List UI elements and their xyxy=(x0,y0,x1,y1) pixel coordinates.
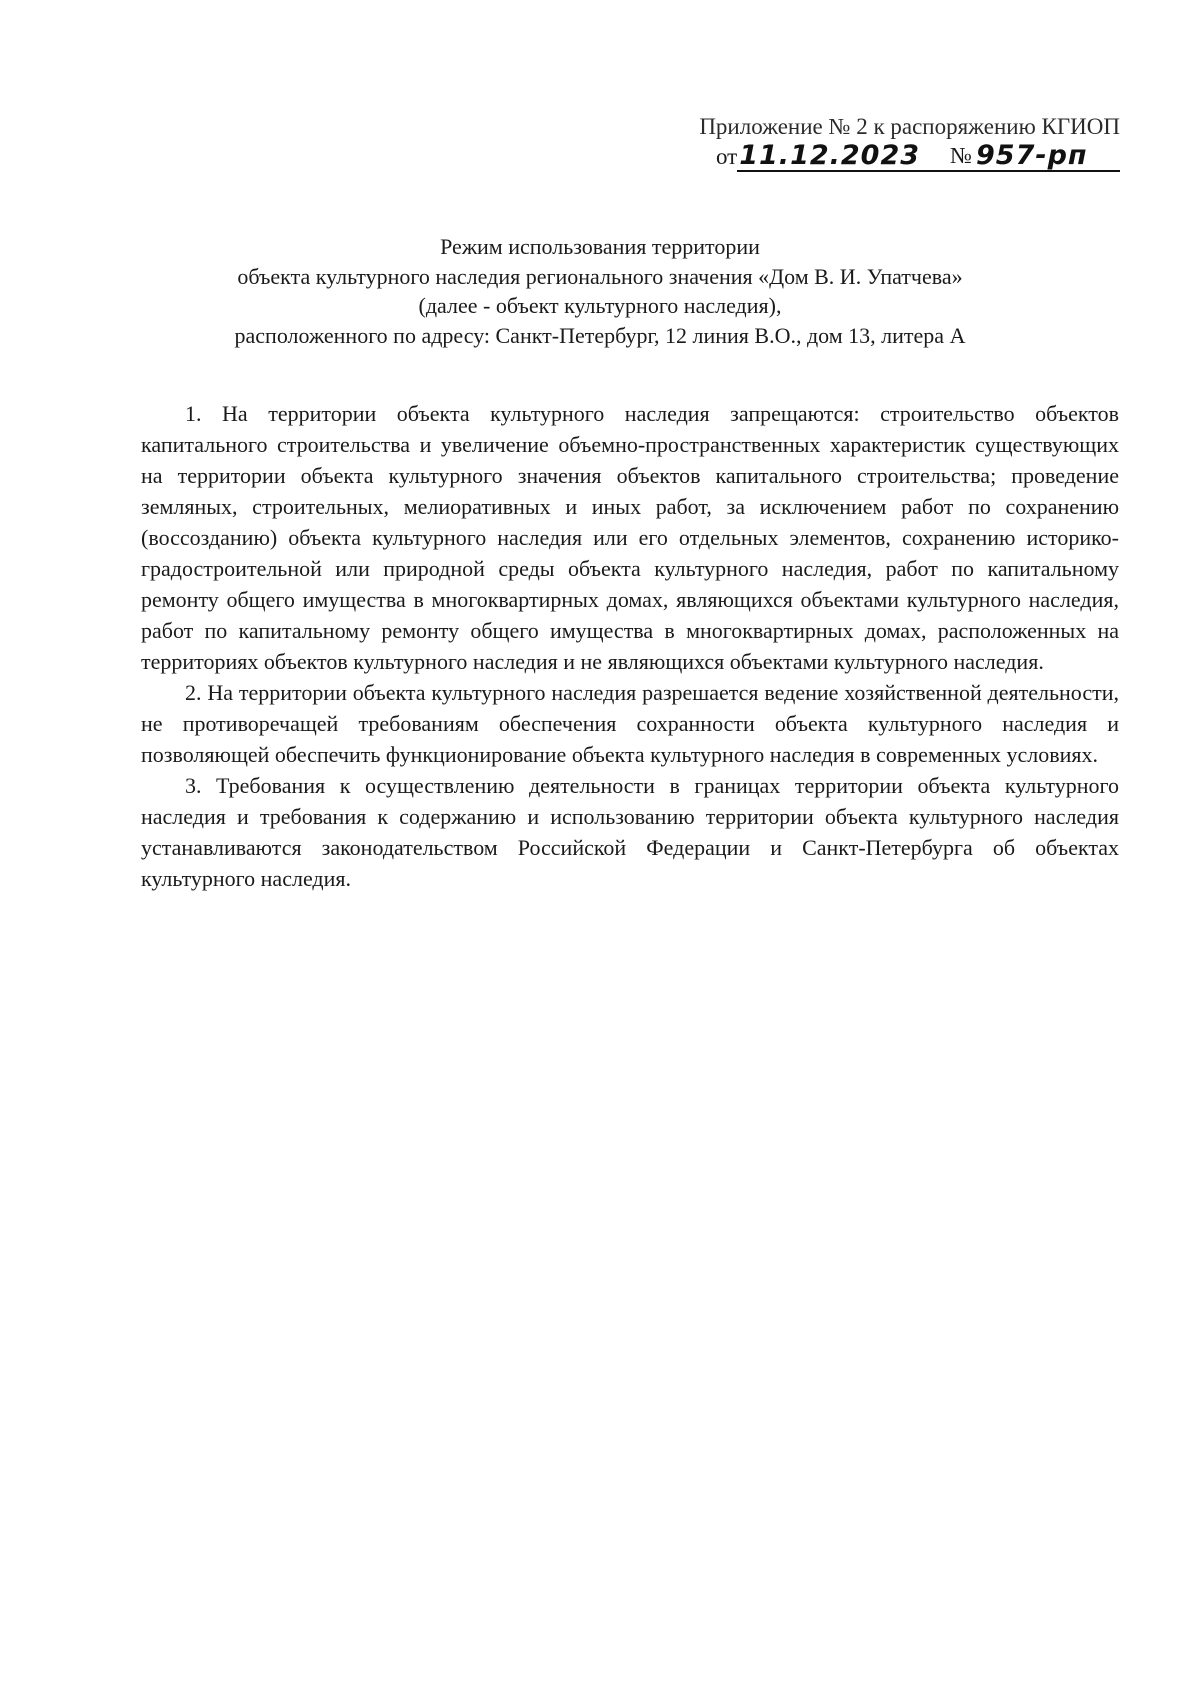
document-body xyxy=(141,398,1119,894)
document-title xyxy=(0,232,1200,350)
underline-gap xyxy=(924,142,950,172)
order-reference xyxy=(699,142,1120,172)
date-prefix: от xyxy=(715,144,738,169)
title-line-2: объекта культурного наследия регионального значения «Дом В. И. Упатчева» xyxy=(237,263,963,289)
paragraph-1: 1. На территории объекта культурного наследия запрещаются: строительство объектов капитального строительства и увеличение объемно-пространственных характеристик существующих на территории объекта культурного значения объектов капитального строительства; проведение земляных, строительных, мелиоративных и иных работ, за исключением работ по сохранению (воссозданию) объекта культурного наследия или его отдельных элементов, сохранению историко-градостроительной или природной среды объекта культурного наследия, работ по капитальному ремонту общего имущества в многоквартирных домах, являющихся объектами культурного наследия, работ по капитальному ремонту общего имущества в многоквартирных домах, расположенных на территориях объектов культурного наследия и не являющихся объектами культурного наследия. xyxy=(141,401,1119,674)
appendix-line: Приложение № 2 к распоряжению КГИОП xyxy=(699,114,1120,139)
handwritten-date: 11.12.2023 xyxy=(737,142,924,172)
appendix-header xyxy=(699,112,1120,172)
title-line-4: расположенного по адресу: Санкт-Петербург, 12 линия В.О., дом 13, литера А xyxy=(234,322,966,348)
number-label: № xyxy=(950,142,974,172)
handwritten-number: 957-рп xyxy=(974,142,1120,172)
title-line-3: (далее - объект культурного наследия), xyxy=(418,293,782,318)
paragraph-3: 3. Требования к осуществлению деятельности в границах территории объекта культурного наследия и требования к содержанию и использованию территории объекта культурного наследия устанавливаются законодательством Российской Федерации и Санкт-Петербурга об объектах культурного наследия. xyxy=(141,773,1119,891)
paragraph-2: 2. На территории объекта культурного наследия разрешается ведение хозяйственной деятельности, не противоречащей требованиям обеспечения сохранности объекта культурного наследия и позволяющей обеспечить функционирование объекта культурного наследия в современных условиях. xyxy=(141,680,1119,767)
title-line-1: Режим использования территории xyxy=(440,234,760,259)
